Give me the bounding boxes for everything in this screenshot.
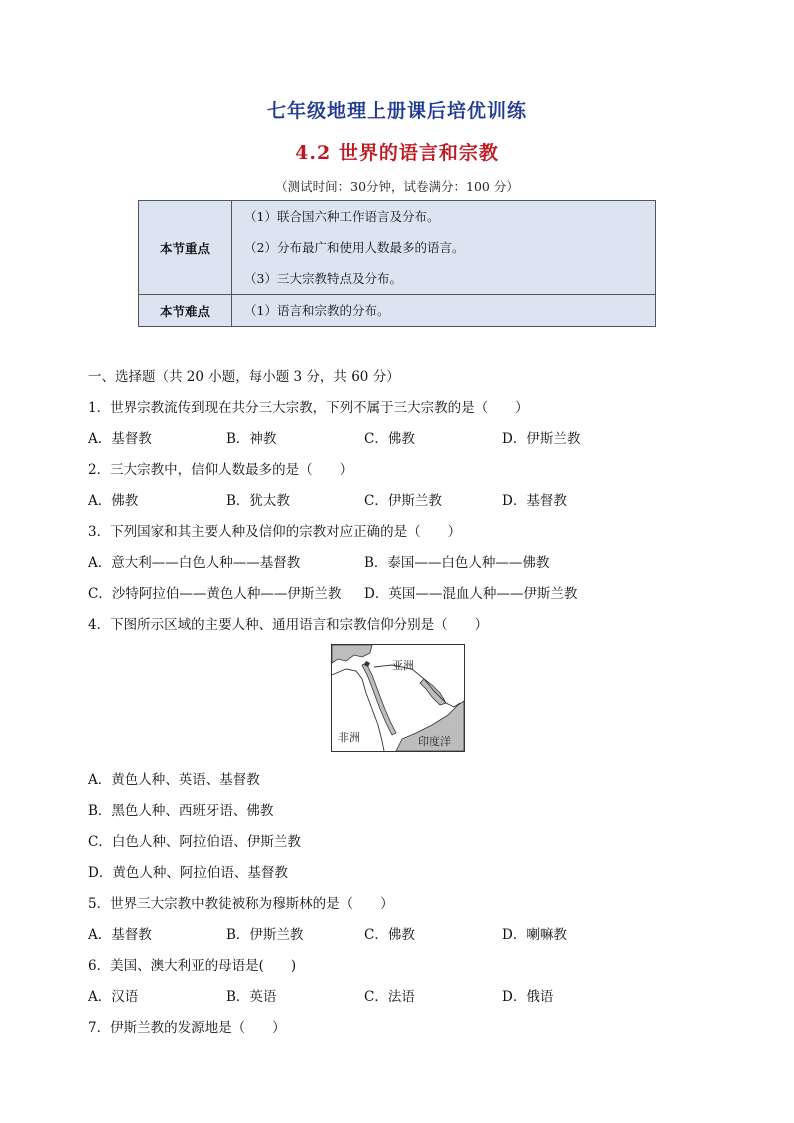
- question-stem: 5．世界三大宗教中教徒被称为穆斯林的是（ ）: [88, 896, 394, 912]
- question-stem: 6．美国、澳大利亚的母语是( ): [88, 958, 297, 974]
- option-row: [88, 486, 728, 517]
- option-row: [88, 424, 728, 455]
- option-c[interactable]: C．白色人种、阿拉伯语、伊斯兰教: [88, 834, 301, 850]
- option-d[interactable]: D．黄色人种、阿拉伯语、基督教: [88, 865, 288, 881]
- option-a[interactable]: A．意大利——白色人种——基督教: [88, 555, 301, 571]
- section-heading: 一、选择题（共 20 小题，每小题 3 分，共 60 分）: [88, 369, 400, 385]
- key-points: [232, 201, 656, 295]
- option-d[interactable]: D．喇嘛教: [502, 927, 567, 943]
- option-b[interactable]: B．英语: [226, 989, 277, 1005]
- option-c[interactable]: C．佛教: [364, 431, 415, 447]
- option-b[interactable]: B．伊斯兰教: [226, 927, 304, 943]
- question-stem: 2．三大宗教中，信仰人数最多的是（ ）: [88, 462, 354, 478]
- key-points-label: 本节重点: [139, 201, 232, 295]
- hard-point: （1）语言和宗教的分布。: [244, 303, 390, 318]
- question-stem: 7．伊斯兰教的发源地是（ ）: [88, 1020, 286, 1036]
- question-stem: 1．世界宗教流传到现在共分三大宗教，下列不属于三大宗教的是（ ）: [88, 400, 529, 416]
- option-c[interactable]: C．法语: [364, 989, 415, 1005]
- focus-table: [138, 200, 656, 327]
- middle-east-map: [331, 644, 465, 752]
- map-label-asia: 亚洲: [392, 659, 414, 672]
- option-row: [88, 579, 728, 610]
- option-a[interactable]: A．汉语: [88, 989, 139, 1005]
- option-d[interactable]: D．基督教: [502, 493, 567, 509]
- option-c[interactable]: C．佛教: [364, 927, 415, 943]
- question-stem: 3．下列国家和其主要人种及信仰的宗教对应正确的是（ ）: [88, 524, 462, 540]
- key-point: （3）三大宗教特点及分布。: [244, 271, 402, 286]
- option-row: [88, 982, 728, 1013]
- map-label-ocean: 印度洋: [418, 735, 451, 748]
- option-b[interactable]: B．犹太教: [226, 493, 290, 509]
- map-figure: [88, 641, 728, 765]
- option-a[interactable]: A．基督教: [88, 927, 152, 943]
- option-d[interactable]: D．英国——混血人种——伊斯兰教: [364, 586, 578, 602]
- option-d[interactable]: D．伊斯兰教: [502, 431, 581, 447]
- option-d[interactable]: D．俄语: [502, 989, 554, 1005]
- question-list: [88, 362, 728, 1044]
- option-b[interactable]: B．泰国——白色人种——佛教: [364, 555, 550, 571]
- hard-points-label: 本节难点: [139, 295, 232, 327]
- option-row: [88, 548, 728, 579]
- option-c[interactable]: C．伊斯兰教: [364, 493, 442, 509]
- option-b[interactable]: B．黑色人种、西班牙语、佛教: [88, 803, 274, 819]
- worksheet-title: 七年级地理上册课后培优训练: [266, 100, 527, 122]
- option-a[interactable]: A．佛教: [88, 493, 139, 509]
- map-label-africa: 非洲: [338, 731, 360, 744]
- option-b[interactable]: B．神教: [226, 431, 277, 447]
- option-a[interactable]: A．基督教: [88, 431, 152, 447]
- lesson-title: 4.2 世界的语言和宗教: [295, 142, 499, 164]
- option-row: [88, 920, 728, 951]
- option-a[interactable]: A．黄色人种、英语、基督教: [88, 772, 260, 788]
- key-point: （1）联合国六种工作语言及分布。: [244, 209, 440, 224]
- key-point: （2）分布最广和使用人数最多的语言。: [244, 240, 465, 255]
- option-c[interactable]: C．沙特阿拉伯——黄色人种——伊斯兰教: [88, 586, 342, 602]
- question-stem: 4．下图所示区域的主要人种、通用语言和宗教信仰分别是（ ）: [88, 617, 489, 633]
- hard-points: [232, 295, 656, 327]
- test-meta: （测试时间：30分钟，试卷满分：100 分）: [275, 179, 519, 194]
